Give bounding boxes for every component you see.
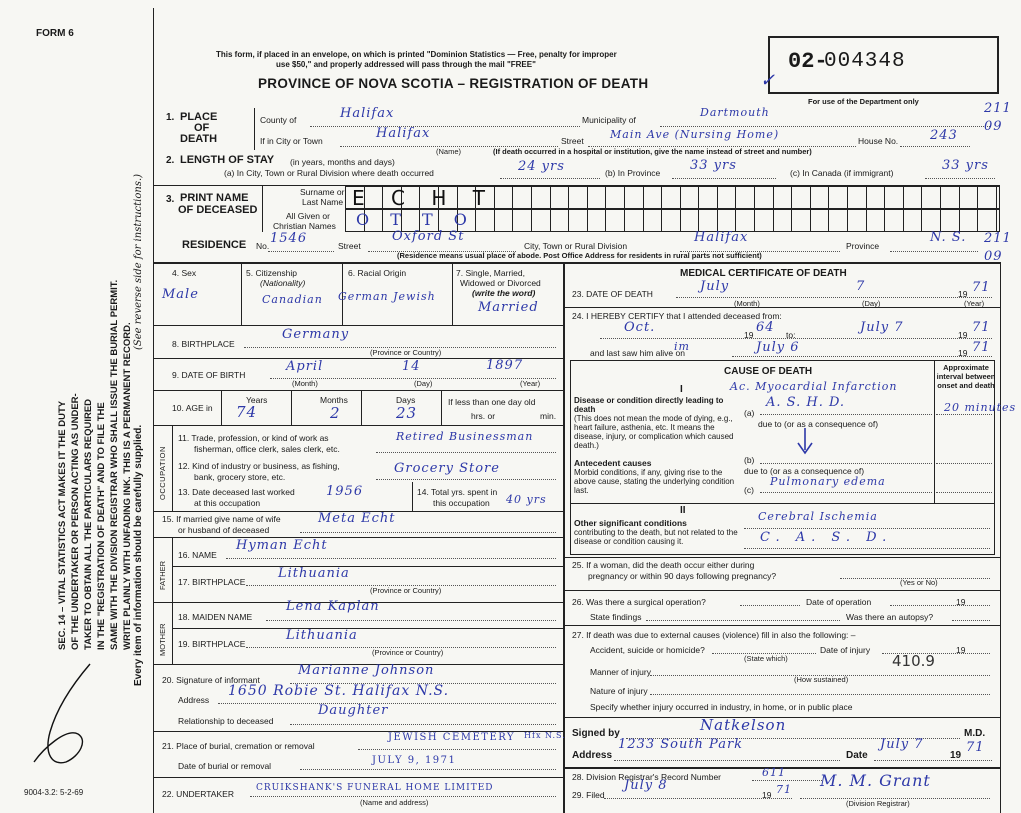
rule — [154, 777, 563, 778]
racial-origin-value: German Jewish — [338, 290, 436, 303]
year-prefix: 19 — [956, 645, 966, 655]
operation-date-label: Date of operation — [806, 597, 872, 607]
burial-place-note: Hfx N.S. — [524, 731, 566, 740]
record-number-label: 28. Division Registrar's Record Number — [572, 772, 722, 782]
surname-label: Last Name — [302, 197, 344, 207]
rule — [936, 414, 992, 415]
sex-value: Male — [162, 287, 199, 302]
year-caption: (Year) — [964, 299, 985, 308]
trade-value: Retired Businessman — [396, 430, 534, 443]
cause-c-label: (c) — [744, 485, 754, 495]
form-title: PROVINCE OF NOVA SCOTIA – REGISTRATION OF DEATH — [258, 76, 649, 91]
section-label: PLACE — [180, 111, 218, 123]
stay-a-label: (a) In City, Town or Rural Division where death occurred — [224, 168, 434, 178]
side-text-line: TAKER TO OBTAIN ALL THE PARTICULARS REQUIRED — [83, 398, 94, 650]
signed-date: July 7 — [880, 737, 924, 752]
month-caption: (Month) — [734, 299, 760, 308]
side-text-line: (See reverse side for instructions.) — [133, 173, 144, 350]
last-worked-label: 13. Date deceased last worked — [178, 487, 295, 497]
birth-day: 14 — [402, 359, 421, 374]
rule — [732, 356, 992, 357]
cause-a-interval: 20 minutes — [944, 401, 1017, 414]
birth-month: April — [286, 359, 324, 374]
signed-date-label: Date — [846, 750, 868, 761]
rule — [614, 760, 840, 761]
province-caption: (Province or Country) — [372, 648, 444, 657]
yes-no-caption: (Yes or No) — [900, 578, 938, 587]
death-month: July — [700, 279, 730, 294]
how-sustained-caption: (How sustained) — [794, 675, 849, 684]
province-caption: (Province or Country) — [370, 348, 442, 357]
county-label: County of — [260, 115, 297, 125]
burial-date-label: Date of burial or removal — [178, 761, 272, 771]
margin-code: 211 09 — [984, 231, 1012, 264]
last-saw-year: 71 — [972, 340, 991, 355]
findings-label: State findings — [590, 612, 642, 622]
item-number: 1. — [166, 112, 175, 123]
section-label: PRINT NAME — [180, 192, 249, 204]
burial-place-label: 21. Place of burial, cremation or removal — [162, 741, 315, 751]
rule — [890, 251, 978, 252]
manner-label: Manner of injury — [590, 667, 651, 677]
rule — [172, 537, 173, 602]
mother-side-label: MOTHER — [158, 623, 167, 656]
rule — [376, 452, 556, 453]
operation-label: 26. Was there a surgical operation? — [572, 597, 706, 607]
residence-street: Oxford St — [392, 229, 465, 244]
autopsy-label: Was there an autopsy? — [846, 612, 934, 622]
rule — [154, 537, 563, 538]
residence-note: (Residence means usual place of abode. Post Office Address for residents in rural parts not sufficient) — [397, 251, 762, 260]
street-value: Main Ave (Nursing Home) — [610, 128, 780, 141]
name-caption: (Name) — [436, 147, 462, 156]
minutes-label: min. — [540, 411, 557, 421]
residence-label: RESIDENCE — [182, 239, 247, 251]
total-years-label: 14. Total yrs. spent in — [417, 487, 498, 497]
to-label: to: — [786, 330, 796, 340]
registrar-signature: M. M. Grant — [820, 771, 931, 790]
city-value: Halifax — [376, 126, 431, 141]
county-value: Halifax — [340, 106, 395, 121]
rule — [376, 479, 556, 480]
day-caption: (Day) — [414, 379, 433, 388]
rule — [172, 425, 173, 511]
year-prefix: 19 — [958, 348, 968, 358]
year-prefix: 19 — [744, 330, 754, 340]
mail-notice: use $50," and properly addressed will pass through the mail "FREE" — [276, 60, 536, 69]
stay-b-value: 33 yrs — [690, 158, 737, 173]
direct-cause-label: Disease or condition directly leading to death — [574, 396, 724, 414]
pregnancy-label: 25. If a woman, did the death occur either during — [572, 560, 755, 570]
state-which-caption: (State which) — [744, 654, 788, 663]
occupation-side-label: OCCUPATION — [158, 446, 167, 500]
informant-address-label: Address — [178, 695, 210, 705]
filed-label: 29. Filed — [572, 790, 605, 800]
direct-cause-note: (This does not mean the mode of dying, e.g., heart failure, asthenia, etc. It means the disease, injury, or complication which caused death.) — [574, 414, 734, 450]
stay-a-underline — [500, 178, 600, 179]
undertaker-label: 22. UNDERTAKER — [162, 789, 234, 799]
marital-label: (write the word) — [472, 288, 536, 298]
marital-label: Widowed or Divorced — [460, 278, 541, 288]
nature-label: Nature of injury — [590, 686, 648, 696]
rule — [890, 605, 990, 606]
municipality-label: Municipality of — [582, 115, 636, 125]
less-than-day-label: If less than one day old — [448, 397, 536, 407]
section-label: OF DECEASED — [178, 204, 258, 216]
year-prefix: 19 — [958, 289, 968, 299]
physician-address-label: Address — [572, 750, 613, 761]
injury-date-label: Date of injury — [820, 645, 871, 655]
medical-heading: MEDICAL CERTIFICATE OF DEATH — [680, 268, 847, 279]
filed-year: 71 — [776, 783, 792, 796]
rule — [173, 628, 563, 629]
other-condition-1: Cerebral Ischemia — [758, 510, 878, 523]
rule — [412, 482, 413, 511]
certify-label: 24. I HEREBY CERTIFY that I attended deceased from: — [572, 311, 782, 321]
attended-to-year: 71 — [972, 320, 991, 335]
total-years-label: this occupation — [433, 498, 490, 508]
rule — [936, 463, 992, 464]
relationship-value: Daughter — [318, 703, 389, 718]
stay-c-underline — [925, 178, 995, 179]
rule — [760, 492, 932, 493]
serial-number: 004348 — [824, 50, 906, 73]
attended-to: July 7 — [860, 320, 904, 335]
other-conditions-note: contributing to the death, but not related to the disease or condition causing it. — [574, 528, 738, 546]
specify-label: Specify whether injury occurred in industry, in home, or in public place — [590, 702, 853, 712]
municipality-value: Dartmouth — [700, 106, 770, 119]
age-years: 74 — [236, 403, 258, 421]
residence-prov-label: Province — [846, 241, 880, 251]
rule — [291, 391, 292, 425]
mother-name-value: Lena Kaplan — [286, 599, 380, 614]
external-cause-label: 27. If death was due to external causes (violence) fill in also the following: – — [572, 630, 856, 640]
informant-address: 1650 Robie St. Halifax N.S. — [228, 683, 450, 699]
stay-b-underline — [672, 178, 776, 179]
citizenship-value: Canadian — [262, 293, 323, 306]
rule — [564, 307, 1000, 308]
section-label: LENGTH OF STAY — [180, 154, 275, 166]
cause-a-line2: A. S. H. D. — [766, 395, 846, 410]
rule — [760, 414, 932, 415]
roman-two: II — [680, 505, 686, 516]
house-label: House No. — [858, 136, 899, 146]
last-worked-label: at this occupation — [194, 498, 261, 508]
last-saw-him: im — [674, 340, 690, 353]
industry-label: bank, grocery store, etc. — [194, 472, 286, 482]
father-birthplace-value: Lithuania — [278, 566, 350, 581]
stay-a-value: 24 yrs — [518, 159, 565, 174]
residence-prov: N. S. — [930, 230, 967, 245]
rule — [241, 263, 242, 325]
rule — [154, 425, 563, 426]
mail-notice: This form, if placed in an envelope, on which is printed "Dominion Statistics — Free, penalty for improper — [216, 50, 617, 59]
rule — [646, 620, 840, 621]
birth-date-label: 9. DATE OF BIRTH — [172, 370, 246, 380]
registrar-caption: (Division Registrar) — [846, 799, 910, 808]
last-saw-date: July 6 — [756, 340, 800, 355]
cause-c-value: Pulmonary edema — [770, 475, 886, 488]
rule — [154, 325, 563, 326]
rule — [752, 780, 822, 781]
marital-label: 7. Single, Married, — [456, 268, 525, 278]
rule — [570, 503, 995, 504]
side-text-line: IN THE "REGISTRATION OF DEATH" AND TO FILE THE — [96, 402, 107, 650]
due-to-label: due to (or as a consequence of) — [744, 466, 865, 476]
attended-from: Oct. — [624, 320, 656, 335]
left-frame-line — [153, 8, 154, 813]
father-birthplace-label: 17. BIRTHPLACE — [178, 577, 246, 587]
rule — [226, 558, 556, 559]
age-months: 2 — [330, 404, 341, 422]
rule — [172, 602, 173, 664]
mother-name-label: 18. MAIDEN NAME — [178, 612, 253, 622]
undertaker-value: CRUIKSHANK'S FUNERAL HOME LIMITED — [256, 783, 494, 793]
rule — [936, 492, 992, 493]
other-conditions-label: Other significant conditions — [574, 518, 687, 528]
father-side-label: FATHER — [158, 560, 167, 590]
antecedent-label: Antecedent causes — [574, 458, 652, 468]
burial-place-value: JEWISH CEMETERY — [388, 732, 516, 743]
physician-signature: Natkelson — [700, 716, 787, 734]
relationship-label: Relationship to deceased — [178, 716, 274, 726]
county-underline — [310, 126, 580, 127]
birthplace-label: 8. BIRTHPLACE — [172, 339, 235, 349]
rule — [650, 694, 990, 695]
rule — [358, 749, 556, 750]
total-years-value: 40 yrs — [506, 493, 547, 506]
rule — [441, 391, 442, 425]
rule — [262, 186, 263, 232]
side-text-line: SAME WITH THE DIVISION REGISTRAR WHO SHALL ISSUE THE BURIAL PERMIT. — [109, 279, 120, 650]
manner-code: 410.9 — [892, 652, 935, 670]
serial-box — [760, 36, 999, 94]
residence-city: Halifax — [694, 230, 749, 245]
side-text-line: OF THE UNDERTAKER OR PERSON ACTING AS UNDER- — [70, 393, 81, 650]
rule — [676, 297, 992, 298]
house-value: 243 — [930, 128, 958, 143]
serial-check: ✓ — [760, 70, 777, 91]
mother-birthplace-value: Lithuania — [286, 628, 358, 643]
cause-a-label: (a) — [744, 408, 755, 418]
city-label: If in City or Town — [260, 136, 323, 146]
record-number-value: 611 — [762, 766, 786, 779]
rule — [564, 590, 1000, 591]
rule — [361, 391, 362, 425]
margin-signature-mark — [28, 658, 108, 778]
side-text-line: WRITE PLAINLY WITH UNFADING INK. THIS IS A PERMANENT RECORD. — [122, 322, 133, 650]
given-label: Christian Names — [273, 221, 336, 231]
house-underline — [900, 146, 970, 147]
spouse-label: 15. If married give name of wife — [162, 514, 281, 524]
antecedent-note: Morbid conditions, if any, giving rise to the above cause, stating the underlying condition last. — [574, 468, 735, 495]
burial-date-value: JULY 9, 1971 — [372, 755, 457, 766]
section-label: DEATH — [180, 133, 218, 145]
stay-c-value: 33 yrs — [942, 158, 989, 173]
item-number: 2. — [166, 155, 175, 166]
rule — [268, 251, 334, 252]
item-number: 3. — [166, 194, 175, 205]
form-number: FORM 6 — [36, 28, 74, 39]
sex-label: 4. Sex — [172, 268, 197, 278]
surname-label: Surname or — [300, 187, 345, 197]
other-condition-2: C. A. S. D. — [760, 530, 893, 545]
rule — [564, 557, 1000, 558]
right-frame-line — [1000, 262, 1001, 813]
stay-b-label: (b) In Province — [605, 168, 661, 178]
physician-address: 1233 South Park — [618, 737, 744, 752]
years-label: Years — [246, 395, 268, 405]
given-label: All Given or — [286, 211, 330, 221]
rule — [874, 760, 992, 761]
interval-label: Approximate interval between onset and death — [936, 363, 996, 390]
year-prefix: 19 — [956, 597, 966, 607]
signed-by-label: Signed by — [572, 728, 620, 739]
age-days: 23 — [396, 404, 418, 422]
rule — [740, 605, 800, 606]
residence-city-label: City, Town or Rural Division — [524, 241, 628, 251]
cause-heading: CAUSE OF DEATH — [724, 366, 813, 377]
pregnancy-label: pregnancy or within 90 days following pregnancy? — [588, 571, 777, 581]
rule — [300, 769, 556, 770]
citizenship-sub: (Nationality) — [260, 278, 306, 288]
year-prefix: 19 — [958, 330, 968, 340]
informant-label: 20. Signature of informant — [162, 675, 260, 685]
section-label: OF — [194, 122, 210, 134]
rule — [934, 360, 935, 503]
residence-street-label: Street — [338, 241, 361, 251]
year-caption: (Year) — [520, 379, 541, 388]
hospital-note: (If death occurred in a hospital or institution, give the name instead of street and number) — [493, 147, 812, 156]
filed-date: July 8 — [624, 778, 668, 793]
stay-sub: (in years, months and days) — [290, 157, 395, 167]
death-date-label: 23. DATE OF DEATH — [572, 289, 653, 299]
surname-value: E C H T — [352, 186, 495, 210]
father-name-value: Hyman Echt — [236, 538, 328, 553]
side-text-line: Every item of information should be carefully supplied. — [133, 424, 144, 686]
name-address-caption: (Name and address) — [360, 798, 429, 807]
arrow-down-icon — [794, 426, 816, 458]
cause-b-label: (b) — [744, 455, 755, 465]
birthplace-value: Germany — [282, 327, 350, 342]
last-worked-value: 1956 — [326, 484, 364, 499]
rule — [564, 625, 1000, 626]
hours-label: hrs. or — [471, 411, 496, 421]
attended-from-year: 64 — [756, 320, 775, 335]
age-label: 10. AGE in — [172, 403, 213, 413]
margin-code: 211 09 — [984, 101, 1012, 134]
cause-a-line1: Ac. Myocardial Infarction — [730, 380, 898, 393]
rule — [173, 566, 563, 567]
rule — [760, 463, 932, 464]
father-name-label: 16. NAME — [178, 550, 217, 560]
department-note: For use of the Department only — [808, 97, 919, 106]
rule — [300, 532, 556, 533]
rule — [600, 338, 992, 339]
months-label: Months — [320, 395, 348, 405]
rule — [154, 262, 1000, 264]
day-caption: (Day) — [862, 299, 881, 308]
birth-year: 1897 — [486, 358, 524, 373]
form-code: 9004-3.2: 5-2-69 — [24, 788, 84, 797]
stay-c-label: (c) In Canada (if immigrant) — [790, 168, 894, 178]
rule — [250, 796, 556, 797]
death-year: 71 — [972, 280, 991, 295]
roman-one: I — [680, 384, 683, 395]
residence-no-label: No. — [256, 241, 270, 251]
informant-signature: Marianne Johnson — [298, 663, 435, 678]
side-text-line: SEC. 14 – VITAL STATISTICS ACT MAKES IT THE DUTY — [57, 400, 68, 650]
accident-label: Accident, suicide or homicide? — [590, 645, 705, 655]
citizenship-label: 5. Citizenship — [246, 268, 298, 278]
spouse-label: or husband of deceased — [178, 525, 270, 535]
rule — [452, 263, 453, 325]
industry-label: 12. Kind of industry or business, as fishing, — [178, 461, 340, 471]
rule — [266, 620, 556, 621]
industry-value: Grocery Store — [394, 461, 500, 476]
residence-no: 1546 — [270, 231, 308, 246]
days-label: Days — [396, 395, 416, 405]
given-name-value: O T T O — [356, 210, 475, 229]
signed-year: 71 — [966, 740, 985, 755]
spouse-value: Meta Echt — [318, 511, 396, 526]
last-saw-label: and last saw him alive on — [590, 348, 685, 358]
brace-line — [254, 108, 255, 150]
rule — [744, 548, 990, 549]
rule — [952, 620, 990, 621]
year-prefix: 19 — [762, 790, 772, 800]
trade-label: 11. Trade, profession, or kind of work as — [178, 433, 329, 443]
rule — [154, 390, 563, 391]
racial-origin-label: 6. Racial Origin — [348, 268, 407, 278]
municipality-underline — [660, 126, 990, 127]
rule — [604, 798, 792, 799]
death-day: 7 — [856, 279, 866, 294]
province-caption: (Province or Country) — [370, 586, 442, 595]
year-prefix: 19 — [950, 750, 962, 761]
street-label: Street — [561, 136, 584, 146]
trade-label: fisherman, office clerk, sales clerk, etc. — [194, 444, 340, 454]
marital-value: Married — [478, 300, 539, 315]
rule — [744, 528, 990, 529]
rule — [290, 724, 556, 725]
serial-prefix: 02- — [788, 49, 828, 74]
month-caption: (Month) — [292, 379, 318, 388]
md-label: M.D. — [964, 728, 986, 739]
due-to-label: due to (or as a consequence of) — [758, 419, 879, 429]
mother-birthplace-label: 19. BIRTHPLACE — [178, 639, 246, 649]
rule — [221, 391, 222, 425]
